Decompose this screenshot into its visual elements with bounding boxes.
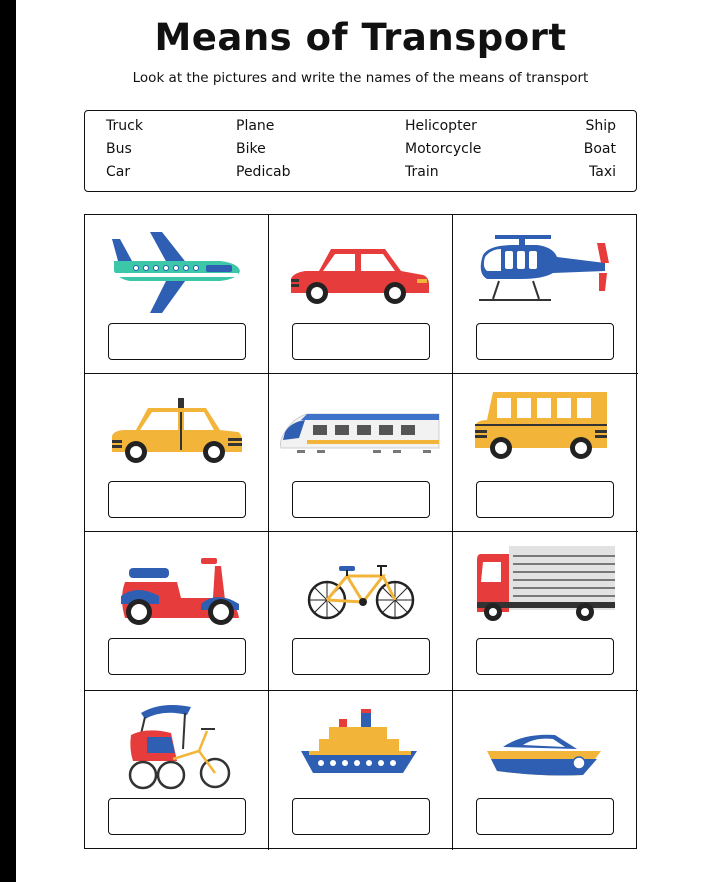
answer-box[interactable] — [476, 638, 614, 675]
answer-box[interactable] — [108, 798, 246, 835]
word-bank-word: Helicopter — [405, 118, 477, 134]
picture-cell — [269, 691, 453, 850]
word-bank-word: Motorcycle — [405, 141, 482, 157]
answer-box[interactable] — [108, 481, 246, 518]
helicopter-icon — [473, 233, 613, 309]
word-bank-word: Pedicab — [236, 164, 291, 180]
answer-box[interactable] — [292, 323, 430, 360]
picture-cell — [453, 691, 638, 850]
bus-icon — [473, 390, 613, 462]
truck-icon — [475, 542, 617, 624]
picture-cell — [85, 215, 269, 374]
picture-cell — [269, 532, 453, 691]
answer-box[interactable] — [292, 638, 430, 675]
bike-icon — [307, 562, 419, 622]
word-bank-word: Bus — [106, 141, 132, 157]
taxi-icon — [110, 398, 244, 464]
word-bank-word: Bike — [236, 141, 266, 157]
picture-grid — [84, 214, 637, 849]
word-bank-word: Train — [405, 164, 439, 180]
motorcycle-icon — [117, 558, 241, 626]
picture-cell — [85, 532, 269, 691]
ship-icon — [299, 709, 419, 775]
picture-cell — [453, 374, 638, 532]
word-bank-word: Plane — [236, 118, 275, 134]
word-bank-word: Ship — [585, 118, 616, 134]
picture-cell — [453, 532, 638, 691]
plane-icon — [110, 227, 242, 317]
worksheet-page — [16, 0, 705, 882]
answer-box[interactable] — [292, 798, 430, 835]
answer-box[interactable] — [108, 323, 246, 360]
worksheet-title: Means of Transport — [154, 16, 567, 59]
word-bank-word: Truck — [106, 118, 143, 134]
car-icon — [289, 243, 431, 305]
word-bank-word: Car — [106, 164, 131, 180]
answer-box[interactable] — [292, 481, 430, 518]
answer-box[interactable] — [476, 323, 614, 360]
answer-box[interactable] — [476, 481, 614, 518]
worksheet-instructions: Look at the pictures and write the names of the means of transport — [132, 70, 589, 86]
answer-box[interactable] — [108, 638, 246, 675]
word-bank — [84, 110, 637, 192]
picture-cell — [453, 215, 638, 374]
boat-icon — [483, 729, 603, 779]
picture-cell — [269, 215, 453, 374]
word-bank-word: Taxi — [589, 164, 616, 180]
answer-box[interactable] — [476, 798, 614, 835]
pedicab-icon — [127, 701, 233, 791]
train-icon — [277, 410, 441, 458]
picture-cell — [269, 374, 453, 532]
word-bank-word: Boat — [583, 141, 616, 157]
picture-cell — [85, 691, 269, 850]
picture-cell — [85, 374, 269, 532]
